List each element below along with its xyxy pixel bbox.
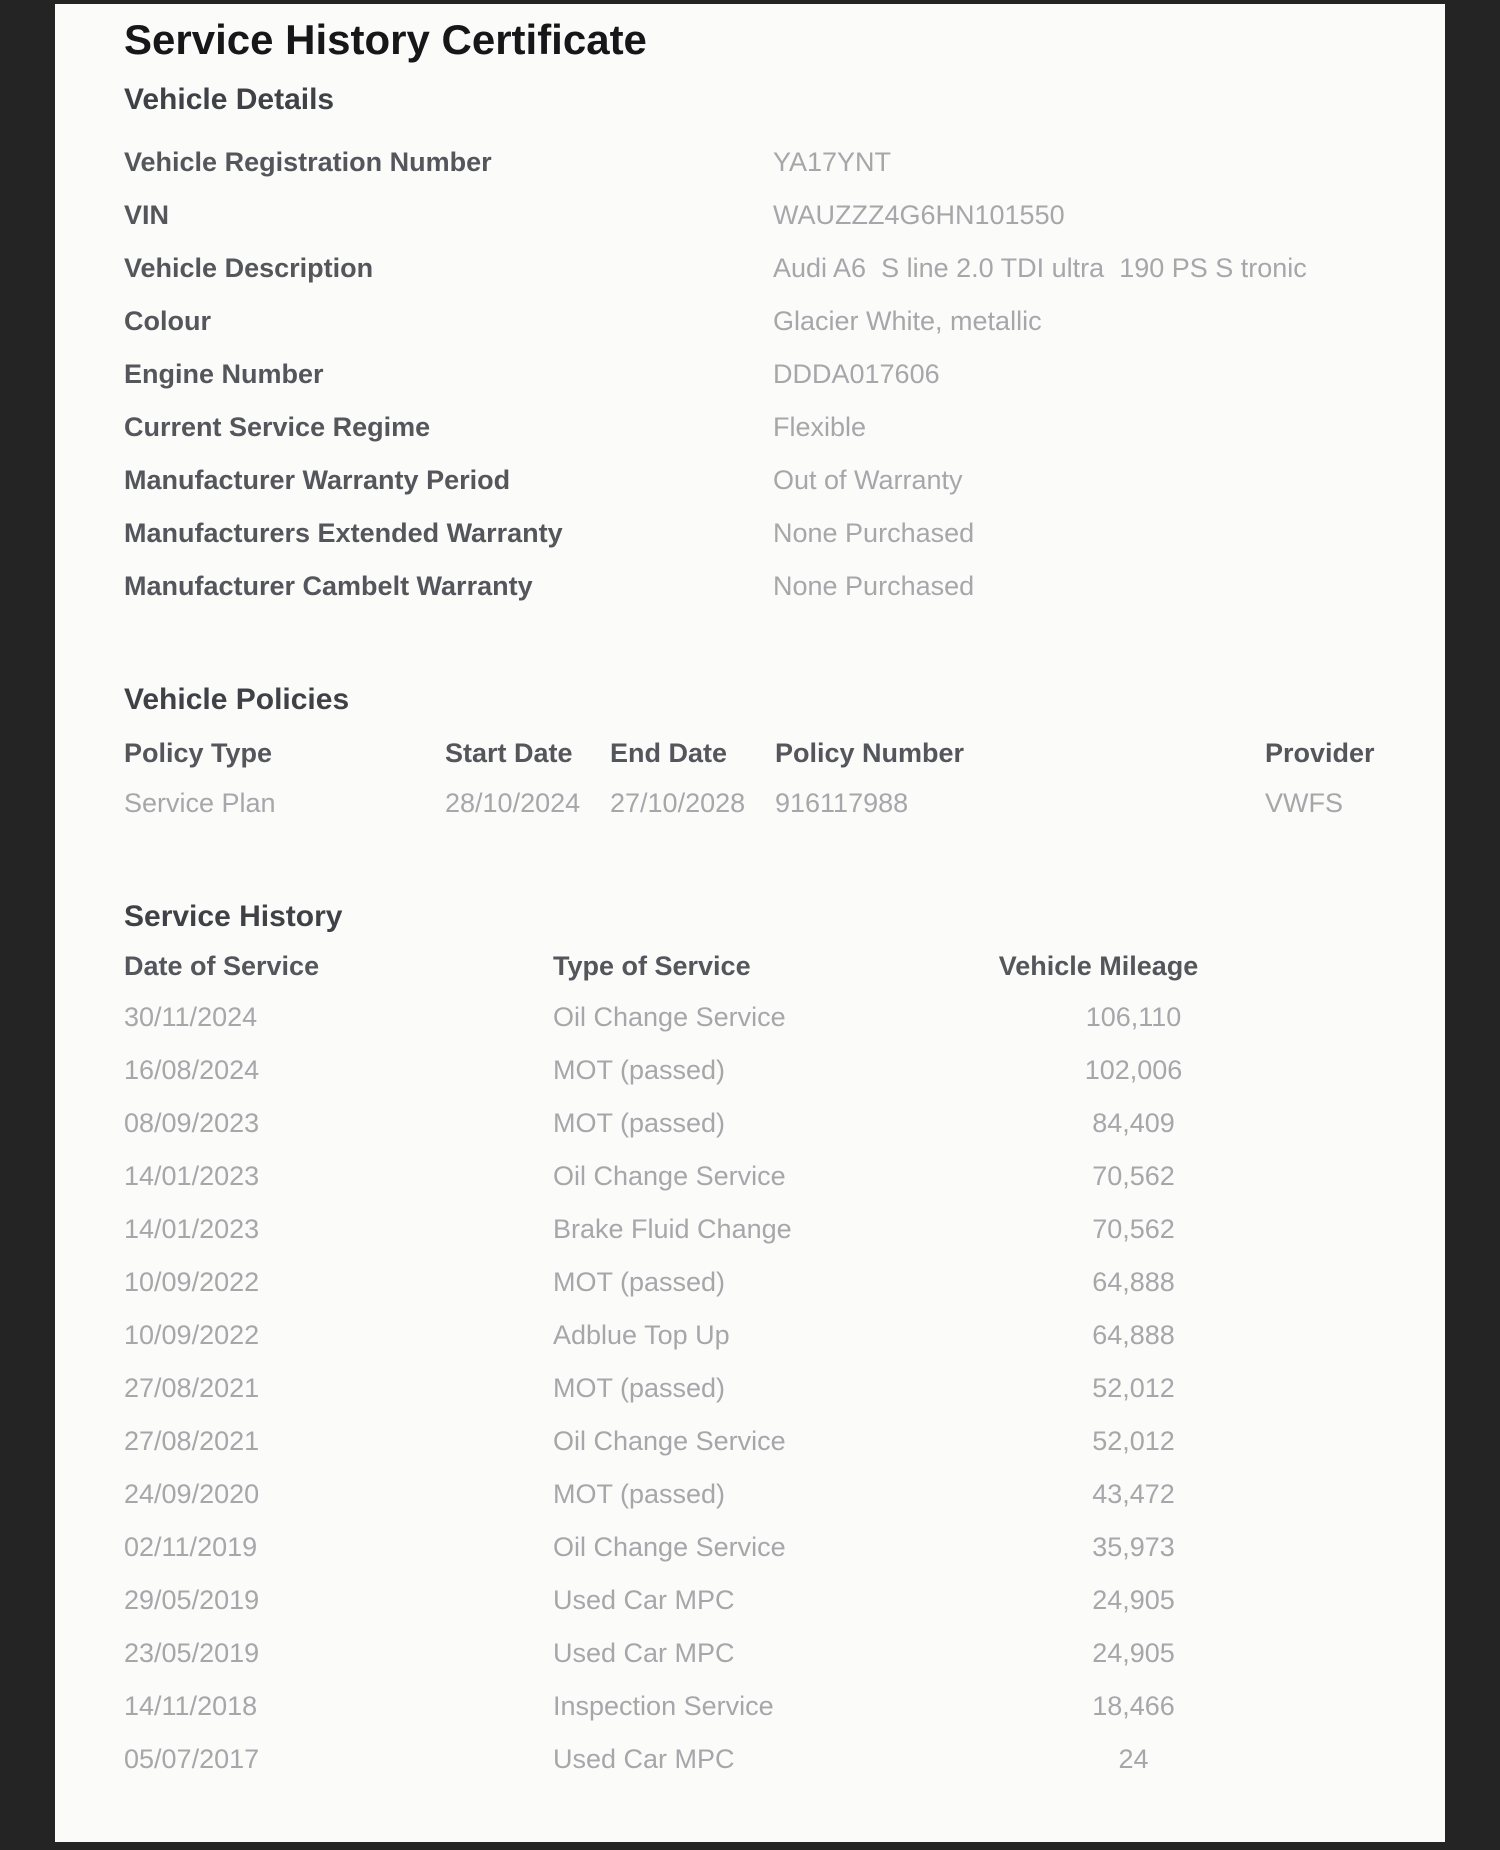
vehicle-policies-table — [124, 728, 1385, 828]
service-date-cell: 30/11/2024 — [124, 1002, 258, 1032]
detail-label: Vehicle Registration Number — [124, 147, 492, 177]
service-type-cell: Used Car MPC — [553, 1638, 735, 1668]
service-mileage-cell: 52,012 — [1092, 1373, 1175, 1403]
service-history-row — [124, 1680, 1385, 1733]
service-date-cell: 05/07/2017 — [124, 1744, 260, 1774]
service-mileage-cell: 43,472 — [1092, 1479, 1175, 1509]
service-history-row — [124, 1627, 1385, 1680]
service-type-cell: MOT (passed) — [553, 1108, 726, 1138]
service-mileage-cell: 24 — [1118, 1744, 1149, 1774]
service-type-cell: MOT (passed) — [553, 1479, 726, 1509]
detail-value: Out of Warranty — [773, 465, 963, 495]
detail-value: Glacier White, metallic — [773, 306, 1042, 336]
detail-row — [124, 242, 1385, 295]
detail-value: DDDA017606 — [773, 359, 940, 389]
detail-row — [124, 454, 1385, 507]
service-date-cell: 10/09/2022 — [124, 1267, 260, 1297]
policy-col-header-policy-type: Policy Type — [124, 737, 273, 768]
service-mileage-cell: 106,110 — [1085, 1002, 1182, 1032]
service-history-row — [124, 1362, 1385, 1415]
policy-table-header — [124, 728, 1385, 778]
detail-row — [124, 348, 1385, 401]
service-history-row — [124, 1415, 1385, 1468]
service-date-cell: 14/01/2023 — [124, 1214, 260, 1244]
service-mileage-cell: 35,973 — [1092, 1532, 1175, 1562]
service-date-cell: 10/09/2022 — [124, 1320, 260, 1350]
service-mileage-cell: 70,562 — [1092, 1214, 1175, 1244]
service-history-row — [124, 1256, 1385, 1309]
service-date-cell: 14/01/2023 — [124, 1161, 260, 1191]
service-mileage-cell: 70,562 — [1092, 1161, 1175, 1191]
detail-value: None Purchased — [773, 571, 975, 601]
detail-value: YA17YNT — [773, 147, 892, 177]
detail-label: Vehicle Description — [124, 253, 374, 283]
service-history-row — [124, 1309, 1385, 1362]
service-history-table — [124, 941, 1385, 1786]
detail-label: Engine Number — [124, 359, 324, 389]
detail-label: Colour — [124, 306, 211, 336]
detail-value: Flexible — [773, 412, 867, 442]
service-type-cell: MOT (passed) — [553, 1055, 726, 1085]
vehicle-details-list — [124, 136, 1385, 613]
service-mileage-cell: 18,466 — [1092, 1691, 1175, 1721]
service-history-row — [124, 1521, 1385, 1574]
service-type-cell: Used Car MPC — [553, 1744, 735, 1774]
service-mileage-cell: 64,888 — [1092, 1320, 1175, 1350]
service-type-cell: Brake Fluid Change — [553, 1214, 792, 1244]
service-mileage-cell: 84,409 — [1092, 1108, 1175, 1138]
service-col-header-type: Type of Service — [553, 950, 751, 981]
service-type-cell: MOT (passed) — [553, 1373, 726, 1403]
page-title: Service History Certificate — [124, 16, 647, 63]
service-history-row — [124, 1097, 1385, 1150]
policy-col-header-end-date: End Date — [610, 737, 728, 768]
detail-label: VIN — [124, 200, 170, 230]
service-mileage-cell: 24,905 — [1092, 1585, 1175, 1615]
vehicle-details-heading: Vehicle Details — [124, 83, 335, 116]
detail-label: Manufacturer Warranty Period — [124, 465, 511, 495]
service-mileage-cell: 102,006 — [1084, 1055, 1183, 1085]
service-history-row — [124, 1150, 1385, 1203]
service-date-cell: 02/11/2019 — [124, 1532, 258, 1562]
service-type-cell: Oil Change Service — [553, 1532, 786, 1562]
service-date-cell: 24/09/2020 — [124, 1479, 260, 1509]
policy-table-row — [124, 778, 1385, 828]
detail-row — [124, 136, 1385, 189]
service-col-header-mileage: Vehicle Mileage — [998, 950, 1199, 981]
service-history-row — [124, 1733, 1385, 1786]
service-date-cell: 08/09/2023 — [124, 1108, 260, 1138]
service-date-cell: 14/11/2018 — [124, 1691, 258, 1721]
service-type-cell: Oil Change Service — [553, 1426, 786, 1456]
policy-provider-cell: VWFS — [1265, 787, 1343, 818]
detail-row — [124, 560, 1385, 613]
service-date-cell: 16/08/2024 — [124, 1055, 260, 1085]
service-type-cell: Oil Change Service — [553, 1161, 786, 1191]
detail-row — [124, 401, 1385, 454]
service-mileage-cell: 64,888 — [1092, 1267, 1175, 1297]
policy-end-date-cell: 27/10/2028 — [610, 787, 746, 818]
policy-col-header-provider: Provider — [1265, 737, 1375, 768]
detail-value: WAUZZZ4G6HN101550 — [773, 200, 1065, 230]
policy-start-date-cell: 28/10/2024 — [445, 787, 581, 818]
service-date-cell: 27/08/2021 — [124, 1373, 260, 1403]
detail-row — [124, 295, 1385, 348]
service-type-cell: Oil Change Service — [553, 1002, 786, 1032]
service-date-cell: 29/05/2019 — [124, 1585, 260, 1615]
service-date-cell: 23/05/2019 — [124, 1638, 260, 1668]
service-history-row — [124, 1203, 1385, 1256]
certificate-page — [55, 4, 1445, 1842]
service-history-row — [124, 1044, 1385, 1097]
policy-number-cell: 916117988 — [775, 787, 909, 818]
detail-label: Manufacturers Extended Warranty — [124, 518, 563, 548]
policy-type-cell: Service Plan — [124, 787, 276, 818]
service-history-header — [124, 941, 1385, 991]
service-mileage-cell: 24,905 — [1092, 1638, 1175, 1668]
service-type-cell: Used Car MPC — [553, 1585, 735, 1615]
vehicle-policies-heading: Vehicle Policies — [124, 683, 350, 716]
service-col-header-date: Date of Service — [124, 950, 320, 981]
detail-label: Manufacturer Cambelt Warranty — [124, 571, 533, 601]
detail-row — [124, 507, 1385, 560]
service-history-heading: Service History — [124, 900, 343, 933]
service-history-row — [124, 991, 1385, 1044]
detail-row — [124, 189, 1385, 242]
policy-col-header-start-date: Start Date — [445, 737, 573, 768]
service-type-cell: MOT (passed) — [553, 1267, 726, 1297]
policy-col-header-policy-number: Policy Number — [775, 737, 965, 768]
service-type-cell: Inspection Service — [553, 1691, 774, 1721]
service-type-cell: Adblue Top Up — [553, 1320, 730, 1350]
detail-value: Audi A6 S line 2.0 TDI ultra 190 PS S tronic — [773, 253, 1307, 283]
service-mileage-cell: 52,012 — [1092, 1426, 1175, 1456]
service-history-row — [124, 1468, 1385, 1521]
detail-label: Current Service Regime — [124, 412, 431, 442]
service-date-cell: 27/08/2021 — [124, 1426, 260, 1456]
service-history-row — [124, 1574, 1385, 1627]
detail-value: None Purchased — [773, 518, 975, 548]
